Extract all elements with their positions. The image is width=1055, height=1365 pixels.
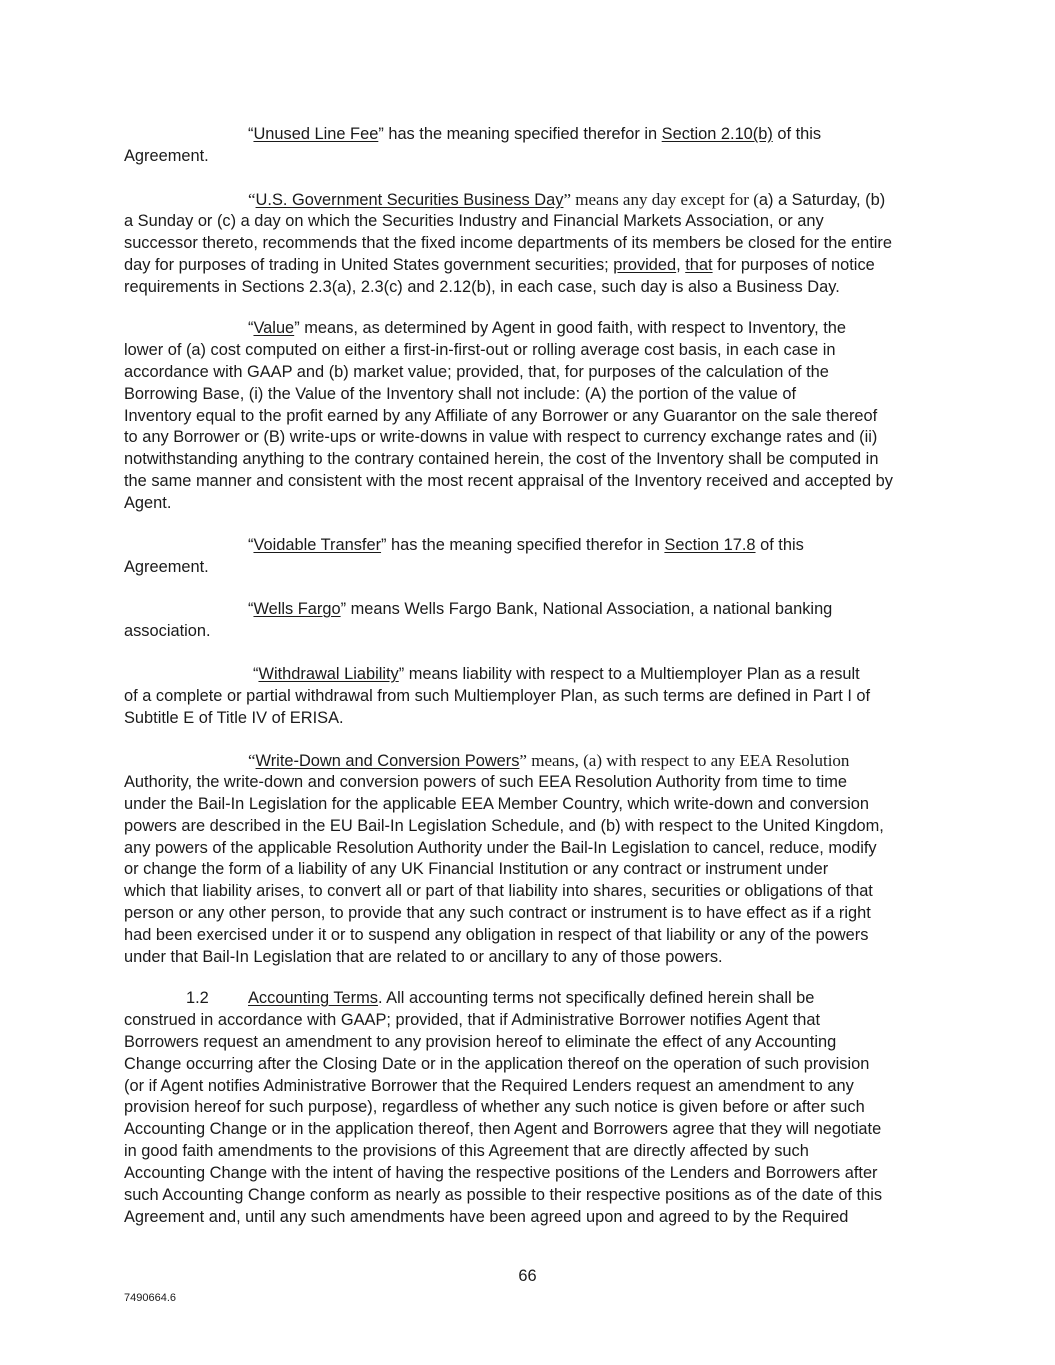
- page-number: 66: [518, 1267, 537, 1285]
- definition-wells-fargo: “Wells Fargo” means Wells Fargo Bank, National Association, a national banking association.: [124, 600, 833, 640]
- section-number: 1.2: [186, 989, 209, 1007]
- that-term: that: [685, 255, 713, 274]
- definition-voidable-transfer: “Voidable Transfer” has the meaning specified therefor in Section 17.8 of this Agreement.: [124, 536, 804, 576]
- definition-us-government-securities-business-day: “U.S. Government Securities Business Day” means any day except for (a) a Saturday, (b) a Sunday or (c) a day on which the Securities Industry and Financial Markets Association, or any successor thereto, recommends that the fixed income departments of its members be closed for the entire day for purposes of trading in United States government securities; provided, that for purposes of notice requirements in Sections 2.3(a), 2.3(c) and 2.12(b), in each case, such day is also a Business Day.: [124, 190, 892, 296]
- provided-term: provided: [613, 255, 677, 274]
- defined-term: Write-Down and Conversion Powers: [255, 752, 520, 770]
- section-reference: Section 2.10(b): [661, 125, 773, 143]
- definition-unused-line-fee: “Unused Line Fee” has the meaning specified therefor in Section 2.10(b) of this Agreement.: [124, 125, 822, 165]
- defined-term: Wells Fargo: [253, 600, 341, 618]
- document-id: 7490664.6: [124, 1292, 176, 1304]
- definition-value: “Value” means, as determined by Agent in good faith, with respect to Inventory, the lower of (a) cost computed on either a first-in-first-out or rolling average cost basis, in each case in accordance with GAAP and (b) market value; provided, that, for purposes of the calculation of the Borrowing Base, (i) the Value of the Inventory shall not include: (A) the portion of the value of Inventory equal to the profit earned by any Affiliate of any Borrower or any Guarantor on the sale thereof to any Borrower or (B) write-ups or write-downs in value with respect to currency exchange rates and (ii) notwithstanding anything to the contrary contained herein, the cost of the Inventory shall be computed in the same manner and consistent with the most recent appraisal of the Inventory received and accepted by Agent.: [124, 319, 893, 513]
- defined-term: Withdrawal Liability: [258, 665, 399, 683]
- section-1-2-accounting-terms: 1.2 Accounting Terms. All accounting terms not specifically defined herein shall be construed in accordance with GAAP; provided, that if Administrative Borrower notifies Agent that Borrowers request an amendment to any provision hereof to eliminate the effect of any Accounting Change occurring after the Closing Date or in the application thereof on the operation of such provision (or if Agent notifies Administrative Borrower that the Required Lenders request an amendment to any provision hereof for such purpose), regardless of whether any such notice is given before or after such Accounting Change or in the application thereof, then Agent and Borrowers agree that they will negotiate in good faith amendments to the provisions of this Agreement that are directly affected by such Accounting Change with the intent of having the respective positions of the Lenders and Borrowers after such Accounting Change conform as nearly as possible to their respective positions as of the date of this Agreement and, until any such amendments have been agreed upon and agreed to by the Required: [124, 989, 883, 1226]
- section-reference: Section 17.8: [664, 536, 756, 554]
- defined-term: Unused Line Fee: [253, 125, 379, 143]
- section-heading: Accounting Terms: [248, 989, 378, 1007]
- definition-withdrawal-liability: “Withdrawal Liability” means liability with respect to a Multiemployer Plan as a result of a complete or partial withdrawal from such Multiemployer Plan, as such terms are defined in Part I of Subtitle E of Title IV of ERISA.: [124, 665, 871, 727]
- definition-write-down-and-conversion-powers: “Write-Down and Conversion Powers” means, (a) with respect to any EEA Resolution Authority, the write-down and conversion powers of such EEA Resolution Authority from time to time under the Bail-In Legislation for the applicable EEA Member Country, which write-down and conversion powers are described in the EU Bail-In Legislation Schedule, and (b) with respect to the United Kingdom, any powers of the applicable Resolution Authority under the Bail-In Legislation to cancel, reduce, modify or change the form of a liability of any UK Financial Institution or any contract or instrument under which that liability arises, to convert all or part of that liability into shares, securities or obligations of that person or any other person, to provide that any such contract or instrument is to have effect as if a right had been exercised under it or to suspend any obligation in respect of that liability or any of the powers under that Bail-In Legislation that are related to or ancillary to any of those powers.: [124, 751, 884, 967]
- defined-term: Voidable Transfer: [253, 536, 382, 554]
- defined-term: U.S. Government Securities Business Day: [255, 191, 564, 209]
- defined-term: Value: [253, 319, 295, 337]
